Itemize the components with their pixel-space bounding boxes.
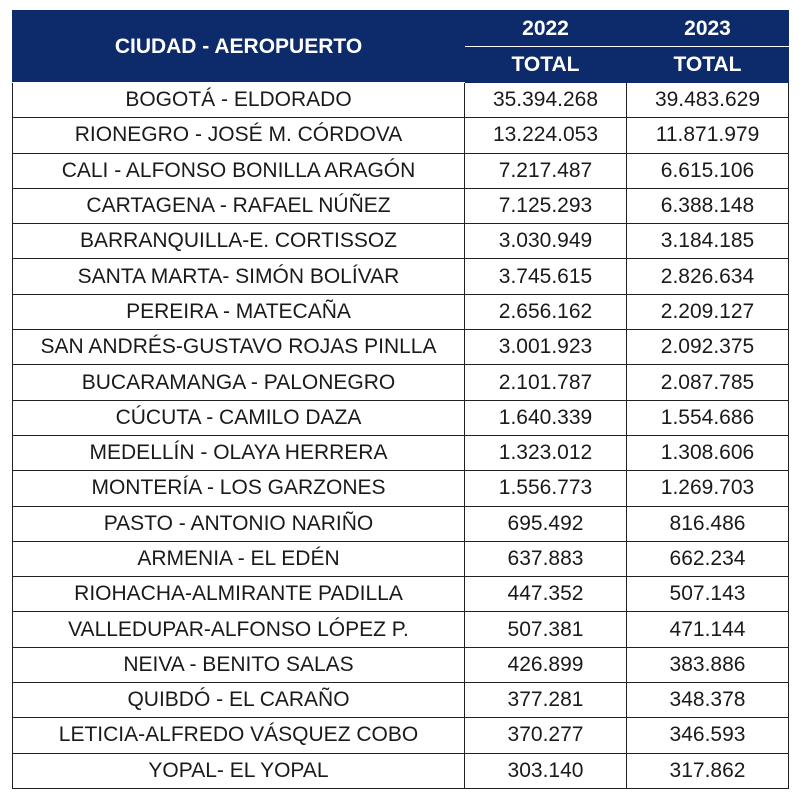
cell-city: RIOHACHA-ALMIRANTE PADILLA	[13, 577, 465, 612]
table-row	[13, 118, 789, 153]
cell-total-2023: 2.209.127	[627, 294, 789, 329]
airport-passengers-table	[12, 10, 789, 789]
cell-city: SANTA MARTA- SIMÓN BOLÍVAR	[13, 259, 465, 294]
cell-total-2022: 2.656.162	[465, 294, 627, 329]
table-row	[13, 577, 789, 612]
cell-city: LETICIA-ALFREDO VÁSQUEZ COBO	[13, 718, 465, 753]
cell-city: PASTO - ANTONIO NARIÑO	[13, 506, 465, 541]
table-row	[13, 83, 789, 118]
table-row	[13, 612, 789, 647]
cell-total-2023: 507.143	[627, 577, 789, 612]
header-year-2023: 2023	[627, 11, 789, 47]
cell-city: YOPAL- EL YOPAL	[13, 753, 465, 788]
cell-total-2022: 377.281	[465, 683, 627, 718]
cell-total-2022: 637.883	[465, 541, 627, 576]
header-total-2022: TOTAL	[465, 47, 627, 83]
cell-total-2022: 3.001.923	[465, 330, 627, 365]
cell-total-2022: 695.492	[465, 506, 627, 541]
cell-city: CALI - ALFONSO BONILLA ARAGÓN	[13, 153, 465, 188]
cell-total-2022: 303.140	[465, 753, 627, 788]
table-row	[13, 330, 789, 365]
table-row	[13, 365, 789, 400]
cell-total-2022: 1.323.012	[465, 435, 627, 470]
cell-total-2023: 2.087.785	[627, 365, 789, 400]
cell-total-2023: 317.862	[627, 753, 789, 788]
cell-city: CÚCUTA - CAMILO DAZA	[13, 400, 465, 435]
cell-total-2023: 3.184.185	[627, 224, 789, 259]
cell-total-2022: 2.101.787	[465, 365, 627, 400]
cell-city: MEDELLÍN - OLAYA HERRERA	[13, 435, 465, 470]
table-row	[13, 259, 789, 294]
cell-total-2022: 13.224.053	[465, 118, 627, 153]
cell-city: NEIVA - BENITO SALAS	[13, 647, 465, 682]
cell-city: BARRANQUILLA-E. CORTISSOZ	[13, 224, 465, 259]
table-row	[13, 506, 789, 541]
cell-total-2022: 1.640.339	[465, 400, 627, 435]
table-row	[13, 188, 789, 223]
table-row	[13, 224, 789, 259]
table-row	[13, 541, 789, 576]
table-row	[13, 294, 789, 329]
cell-total-2023: 1.308.606	[627, 435, 789, 470]
table-row	[13, 718, 789, 753]
cell-total-2022: 447.352	[465, 577, 627, 612]
cell-total-2023: 11.871.979	[627, 118, 789, 153]
cell-total-2023: 471.144	[627, 612, 789, 647]
cell-total-2023: 1.554.686	[627, 400, 789, 435]
header-total-2023: TOTAL	[627, 47, 789, 83]
cell-total-2023: 662.234	[627, 541, 789, 576]
cell-city: BOGOTÁ - ELDORADO	[13, 83, 465, 118]
table-header	[13, 11, 789, 83]
table-row	[13, 153, 789, 188]
cell-city: SAN ANDRÉS-GUSTAVO ROJAS PINLLA	[13, 330, 465, 365]
table-row	[13, 647, 789, 682]
cell-total-2022: 3.745.615	[465, 259, 627, 294]
cell-city: ARMENIA - EL EDÉN	[13, 541, 465, 576]
cell-total-2022: 507.381	[465, 612, 627, 647]
cell-city: QUIBDÓ - EL CARAÑO	[13, 683, 465, 718]
cell-total-2022: 35.394.268	[465, 83, 627, 118]
cell-total-2023: 816.486	[627, 506, 789, 541]
cell-total-2023: 6.388.148	[627, 188, 789, 223]
cell-total-2023: 39.483.629	[627, 83, 789, 118]
cell-total-2023: 2.826.634	[627, 259, 789, 294]
cell-total-2023: 346.593	[627, 718, 789, 753]
cell-city: BUCARAMANGA - PALONEGRO	[13, 365, 465, 400]
cell-city: CARTAGENA - RAFAEL NÚÑEZ	[13, 188, 465, 223]
table-row	[13, 471, 789, 506]
cell-total-2023: 1.269.703	[627, 471, 789, 506]
cell-total-2023: 2.092.375	[627, 330, 789, 365]
header-city-airport: CIUDAD - AEROPUERTO	[13, 11, 465, 83]
cell-total-2022: 7.125.293	[465, 188, 627, 223]
table-body	[13, 83, 789, 789]
cell-total-2022: 7.217.487	[465, 153, 627, 188]
cell-total-2023: 6.615.106	[627, 153, 789, 188]
table-row	[13, 400, 789, 435]
table-row	[13, 753, 789, 788]
cell-city: VALLEDUPAR-ALFONSO LÓPEZ P.	[13, 612, 465, 647]
header-year-2022: 2022	[465, 11, 627, 47]
cell-total-2022: 370.277	[465, 718, 627, 753]
cell-total-2022: 3.030.949	[465, 224, 627, 259]
cell-city: PEREIRA - MATECAÑA	[13, 294, 465, 329]
cell-total-2022: 426.899	[465, 647, 627, 682]
cell-city: MONTERÍA - LOS GARZONES	[13, 471, 465, 506]
table-row	[13, 435, 789, 470]
cell-total-2023: 348.378	[627, 683, 789, 718]
cell-city: RIONEGRO - JOSÉ M. CÓRDOVA	[13, 118, 465, 153]
cell-total-2023: 383.886	[627, 647, 789, 682]
table-row	[13, 683, 789, 718]
cell-total-2022: 1.556.773	[465, 471, 627, 506]
